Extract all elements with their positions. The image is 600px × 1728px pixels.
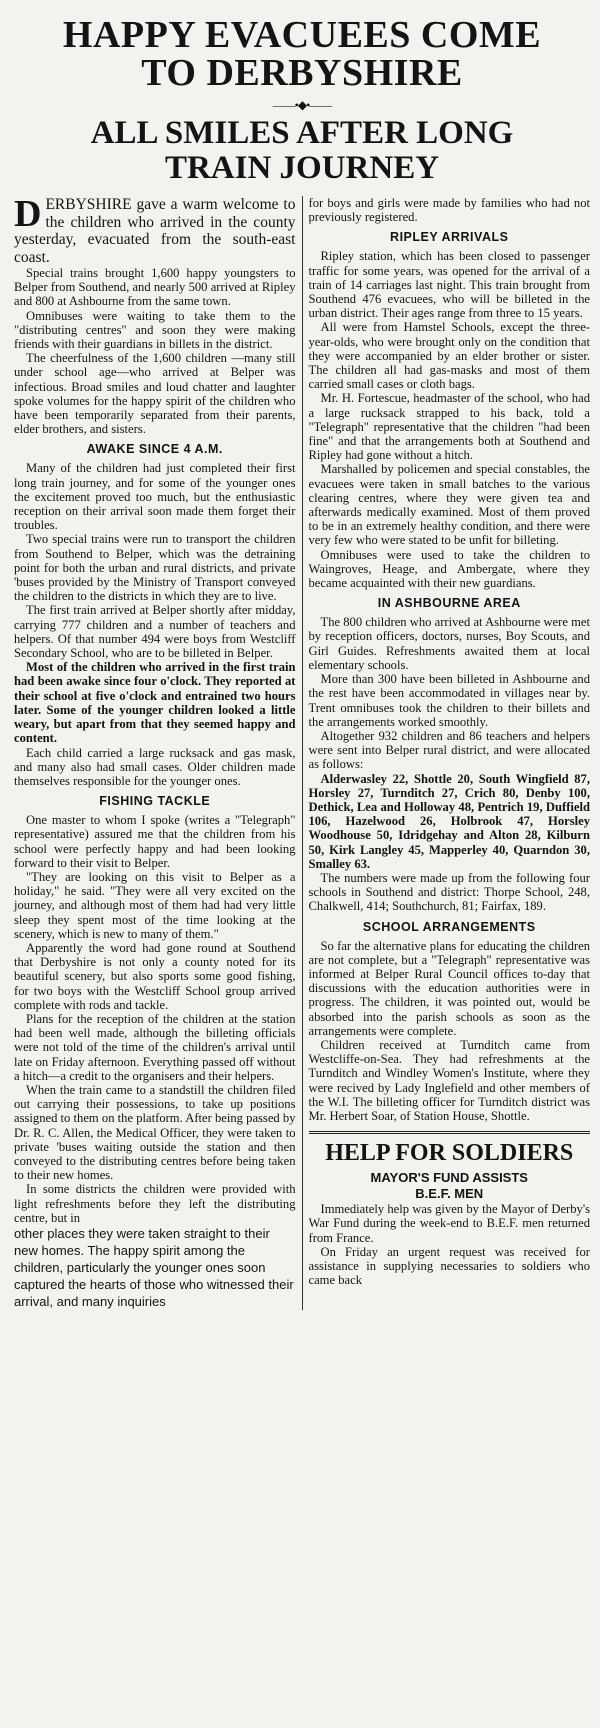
paragraph: Omnibuses were used to take the children to Waingroves, Heage, and Ambergate, where they became acquainted with their new guardians. [308, 547, 590, 591]
paragraph: The cheerfulness of the 1,600 children —many still under school age—who arrived at Belper was infectious. Broad smiles and loud chatter and laughter spoke volumes for the happy spirit of the children who have been temporarily separated from their parents, elder brothers, and sisters. [14, 351, 296, 437]
subheadline-line-2: TRAIN JOURNEY [164, 150, 440, 186]
section-heading: FISHING TACKLE [99, 794, 211, 809]
paragraph: When the train came to a standstill the children filed out carrying their possessions, to take up positions assigned to them on the platform. After being passed by Dr. R. C. Allen, the Medical Officer, they were taken to private 'buses waiting outside the station and then conveyed to the distributing centres before being taken to their new homes. [14, 1082, 296, 1183]
drop-cap: D [14, 193, 42, 235]
paragraph: The numbers were made up from the following four schools in Southend and district: Thorpe School, 248, Chalkwell, 414; Southchurch, 81; Fairfax, 189. [308, 870, 590, 914]
paragraph: On Friday an urgent request was received for assistance in supplying necessaries to soldiers who came back [308, 1244, 590, 1288]
headline [14, 16, 590, 92]
left-column [14, 193, 303, 1310]
lead-text: ERBYSHIRE gave a warm welcome to the children who arrived in the county yesterday, evacuated from the south-east coast. [14, 196, 296, 266]
allocation-list: Alderwasley 22, Shottle 20, South Wingfield 87, Horsley 27, Turnditch 27, Crich 80, Denby 100, Dethick, Lea and Holloway 48, Pentrich 19, Duffield 106, Hazelwood 26, Holbrook 47, Horsley Woodhouse 50, Idridgehay and Alton 28, Kilburn 50, Kirk Langley 45, Mapperley 40, Quarndon 30, Smalley 63. [308, 771, 590, 871]
paragraph-transcribed: other places they were taken straight to their new homes. The happy spirit among the children, particularly the younger ones soon captured the hearts of those who witnessed their arrival, and many inquiries [14, 1226, 294, 1309]
paragraph: Apparently the word had gone round at Southend that Derbyshire is not only a county noted for its beautiful scenery, but also sports some good fishing, for two boys with the Westcliff School group arrived complete with rods and tackle. [14, 940, 296, 1012]
paragraph: The first train arrived at Belper shortly after midday, carrying 777 children and a number of teachers and helpers. Of that number 494 were boys from Westcliff Secondary School, who are to be billeted in Belper. [14, 603, 296, 661]
paragraph: Marshalled by policemen and special constables, the evacuees were taken in small batches to the various clearing centres, where they were given tea and afterwards medically examined. Most of them proved to be in an extremely healthy condition, and there were very few who were stated to be unfit for billeting. [308, 462, 590, 548]
paragraph: Ripley station, which has been closed to passenger traffic for some years, was opened for the arrival of a train of 14 carriages last night. This train brought from Southend 476 evacuees, who will be billeted in the urban district. Their ages range from three to 15 years. [308, 249, 590, 321]
section-heading: AWAKE SINCE 4 A.M. [86, 442, 223, 457]
paragraph: Two special trains were run to transport the children from Southend to Belper, which was the detraining point for both the urban and rural districts, and private 'buses provided by the Ministry of Transport conveyed the children to the districts in which they are to live. [14, 532, 296, 604]
paragraph: Children received at Turnditch came from Westcliffe-on-Sea. They had refreshments at the Turnditch and Windley Women's Institute, where they were recived by Lady Inglefield and other members of the W.I. The billeting officer for Turnditch district was Mr. Herbert Soar, of Station House, Shottle. [308, 1037, 590, 1123]
section-heading: IN ASHBOURNE AREA [377, 596, 521, 611]
subheadline-line-1: ALL SMILES AFTER LONG [90, 115, 514, 151]
paragraph: In some districts the children were provided with light refreshments before they left the distributing centre, but in [14, 1182, 296, 1225]
headline-line-1: HAPPY EVACUEES COME [62, 14, 542, 56]
secondary-headline: HELP FOR SOLDIERS [325, 1140, 574, 1167]
paragraph: Omnibuses were waiting to take them to the "distributing centres" and soon they were making friends with their guardians in billets in the district. [14, 308, 296, 352]
section-heading: SCHOOL ARRANGEMENTS [362, 919, 536, 934]
paragraph: So far the alternative plans for educating the children are not complete, but a "Telegraph" representative was informed at Belper Rural Council offices to-day that discussions with the education authorities were in progress. The children, it was pointed out, would be absorbed into the parish schools as soon as the arrangements were complete. [308, 938, 590, 1038]
paragraph: Many of the children had just completed their first long train journey, and for some of the younger ones the excitement proved too much, but the enthusiastic reception on their arrival soon made them forget their troubles. [14, 461, 296, 533]
paragraph: Special trains brought 1,600 happy youngsters to Belper from Southend, and nearly 500 arrived at Ripley and 800 at Ashbourne from the same town. [14, 266, 296, 309]
double-rule-divider [309, 1131, 591, 1134]
paragraph: Altogether 932 children and 86 teachers and helpers were sent into Belper rural district, and were allocated as follows: [308, 728, 590, 772]
paragraph: Plans for the reception of the children at the station had been well made, although the billeting officials were not told of the time of the children's arrival until late on Friday afternoon. Everything passed off without a hitch—a credit to the organisers and their helpers. [14, 1011, 296, 1083]
section-heading: RIPLEY ARRIVALS [390, 230, 509, 245]
paragraph: The 800 children who arrived at Ashbourne were met by reception officers, doctors, nurses, Boy Scouts, and Girl Guides. Refreshments awaited them at local elementary schools. [308, 615, 590, 672]
article-columns [14, 193, 590, 1310]
paragraph: All were from Hamstel Schools, except the three-year-olds, who were brought only on the condition that they were accompanied by an elder brother or sister. The children all had gas-masks and most of them carried small cases or cloth bags. [308, 320, 590, 392]
paragraph: Each child carried a large rucksack and gas mask, and many also had small cases. Older children made themselves responsible for the younger ones. [14, 745, 296, 788]
lead-paragraph [14, 193, 296, 266]
subheadline [14, 116, 590, 186]
paragraph: Mr. H. Fortescue, headmaster of the school, who had a large rucksack strapped to his back, told a "Telegraph" representative that the children "had been fine" and that the arrangements both at Southend and Ripley had gone without a hitch. [308, 391, 590, 463]
ornament-divider: ——•◆•—— [272, 98, 332, 112]
paragraph: One master to whom I spoke (writes a "Telegraph" representative) assured me that the children from his school were perfectly happy and had been looking forward to their visit to Belper. [14, 813, 296, 870]
secondary-subheadline: B.E.F. MEN [415, 1186, 484, 1202]
paragraph: for boys and girls were made by families who had not previously registered. [308, 196, 590, 225]
paragraph: More than 300 have been billeted in Ashbourne and the rest have been accommodated in villages near by. Trent omnibuses took the children to their billets and the arrangements worked smoothly. [308, 672, 590, 729]
paragraph: Most of the children who arrived in the first train had been awake since four o'clock. They reported at their school at five o'clock and entrained two hours later. Some of the younger children looked a little weary, but apart from that they seemed happy and content. [14, 660, 296, 746]
secondary-subheadline: MAYOR'S FUND ASSISTS [370, 1170, 528, 1186]
paragraph: Immediately help was given by the Mayor of Derby's War Fund during the week-end to B.E.F. men returned from France. [308, 1202, 590, 1245]
right-column [309, 196, 591, 1310]
headline-line-2: TO DERBYSHIRE [141, 52, 463, 94]
paragraph: "They are looking on this visit to Belper as a holiday," he said. "They were all very excited on the journey, and although most of them had had very little sleep they spent most of the time looking at the scenery, which is new to many of them." [14, 869, 296, 941]
